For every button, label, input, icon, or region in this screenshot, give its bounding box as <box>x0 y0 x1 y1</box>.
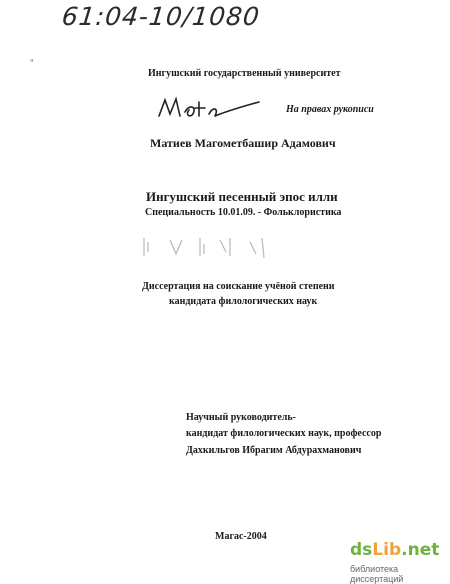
signature-image <box>155 94 265 124</box>
dslib-logo: dsLib.net <box>350 540 440 560</box>
dslib-caption: библиотека диссертаций <box>350 564 404 584</box>
supervisor-degree: кандидат филологических наук, профессор <box>186 428 382 439</box>
dslib-watermark <box>350 540 450 582</box>
author-name: Матиев Магометбашир Адамович <box>150 136 336 150</box>
supervisor-heading: Научный руководитель- <box>186 412 296 423</box>
city-year: Магас-2004 <box>215 531 267 542</box>
faded-stamp-image <box>140 232 280 262</box>
margin-mark: " <box>30 58 34 68</box>
dissertation-degree-line2: кандидата филологических наук <box>169 296 318 307</box>
dissertation-degree-line1: Диссертация на соискание учёной степени <box>142 281 335 292</box>
handwritten-archive-number: 61:04-10/1080 <box>60 2 262 31</box>
university-name: Ингушский государственный университет <box>148 68 341 79</box>
specialty-line: Специальность 10.01.09. - Фольклористика <box>145 207 342 218</box>
rights-note: На правах рукописи <box>286 104 374 115</box>
dissertation-title: Ингушский песенный эпос илли <box>146 189 338 204</box>
supervisor-name: Дахкильгов Ибрагим Абдурахманович <box>186 445 362 456</box>
